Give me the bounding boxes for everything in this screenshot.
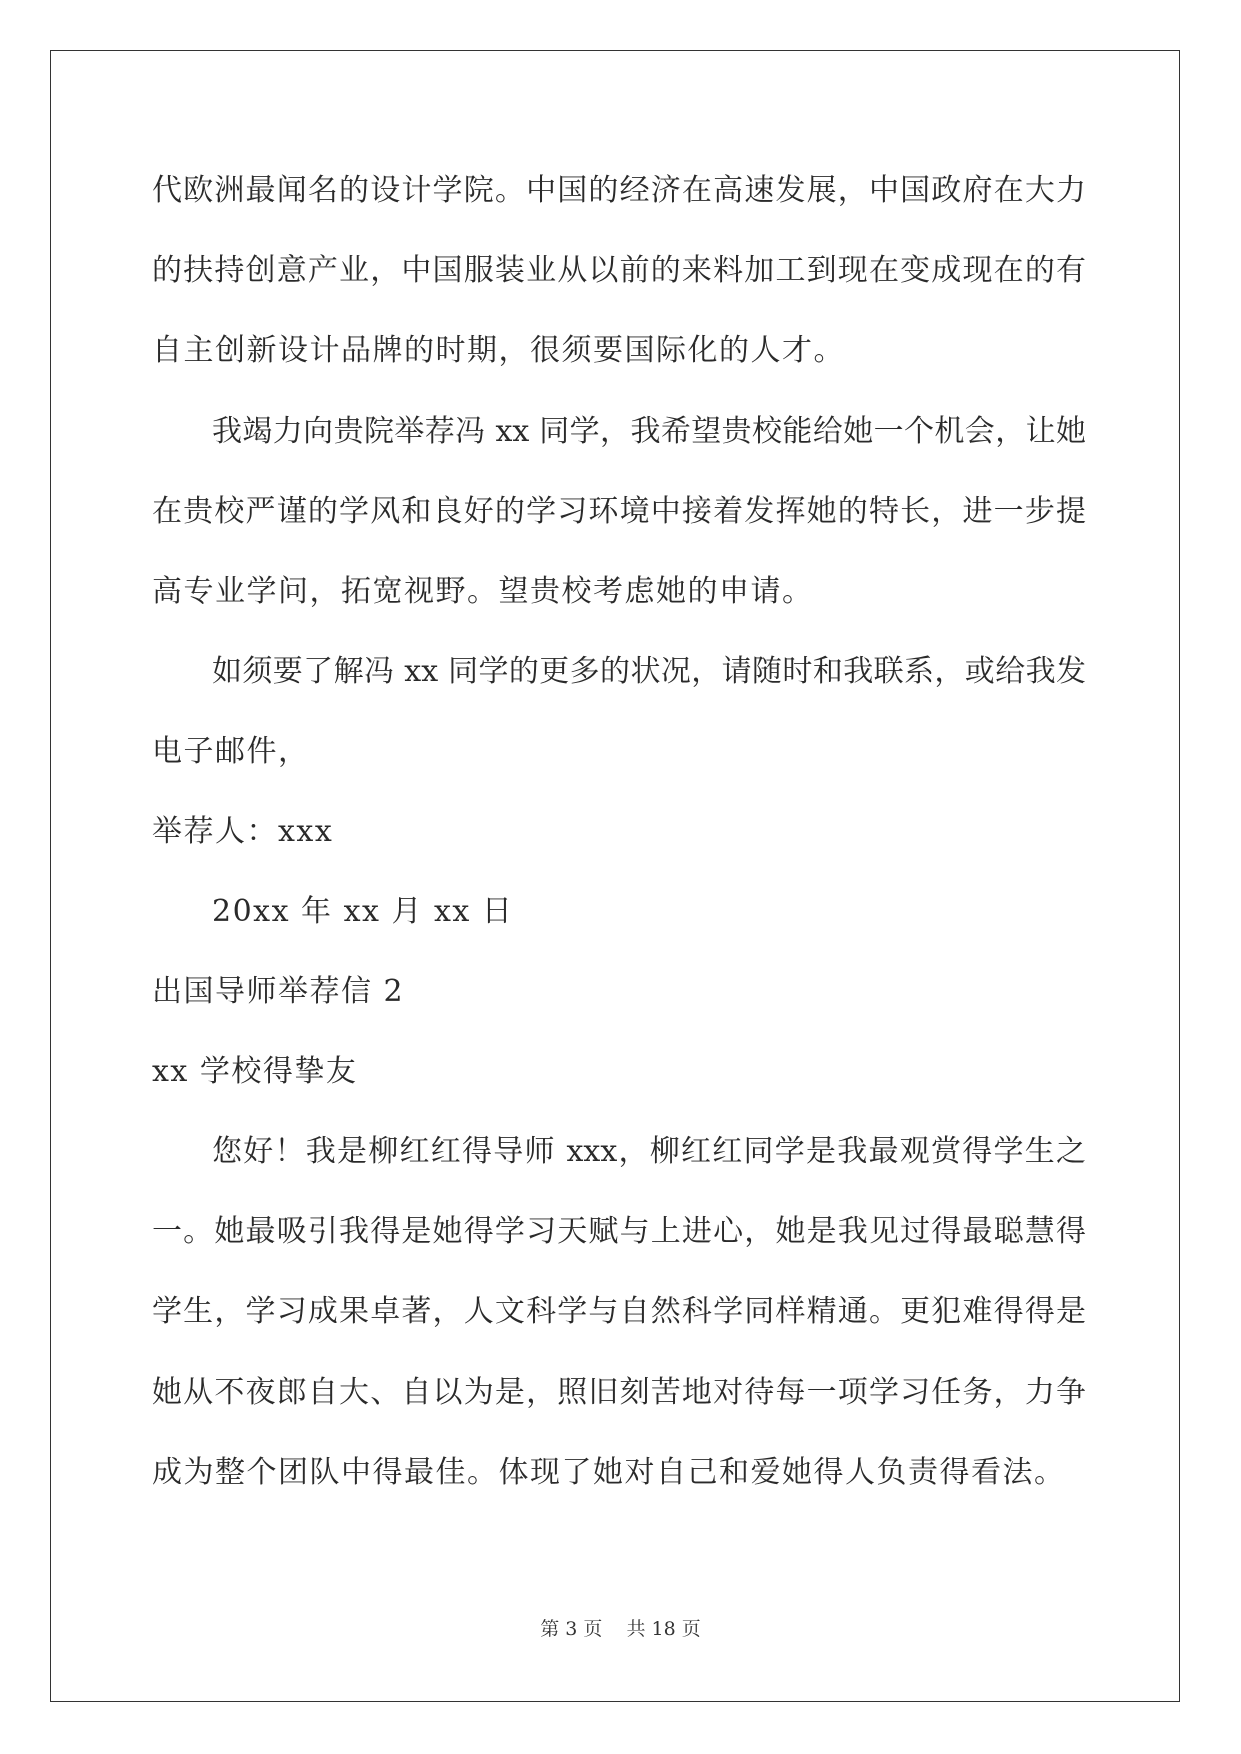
paragraph-line: 自主创新设计品牌的时期，很须要国际化的人才。 [152,333,845,368]
page-number-current: 第 3 页 [540,1618,603,1640]
paragraph-line: 电子邮件， [152,734,310,769]
page-footer [0,1617,1241,1641]
paragraph-line: 的扶持创意产业，中国服装业从以前的来料加工到现在变成现在的有 [152,253,1086,288]
recommender-signature: 举荐人：xxx [152,814,334,849]
paragraph-line: 您好！我是柳红红得导师 xxx，柳红红同学是我最观赏得学生之 [212,1134,1086,1169]
paragraph-line: 学生，学习成果卓著，人文科学与自然科学同样精通。更犯难得得是 [152,1294,1086,1329]
page-number-total: 共 18 页 [626,1618,701,1640]
paragraph-line: 代欧洲最闻名的设计学院。中国的经济在高速发展，中国政府在大力 [152,173,1086,208]
letter-date: 20xx 年 xx 月 xx 日 [212,894,514,929]
paragraph-line: 如须要了解冯 xx 同学的更多的状况，请随时和我联系，或给我发 [212,654,1086,689]
paragraph-line: 她从不夜郎自大、自以为是，照旧刻苦地对待每一项学习任务，力争 [152,1375,1086,1410]
letter-salutation: xx 学校得挚友 [152,1054,358,1089]
paragraph-line: 一。她最吸引我得是她得学习天赋与上进心，她是我见过得最聪慧得 [152,1214,1086,1249]
paragraph-line: 在贵校严谨的学风和良好的学习环境中接着发挥她的特长，进一步提 [152,494,1086,529]
paragraph-line: 我竭力向贵院举荐冯 xx 同学，我希望贵校能给她一个机会，让她 [212,414,1086,449]
paragraph-line: 成为整个团队中得最佳。体现了她对自己和爱她得人负责得看法。 [152,1455,1066,1490]
section-title: 出国导师举荐信 2 [152,974,405,1009]
paragraph-line: 高专业学问，拓宽视野。望贵校考虑她的申请。 [152,574,814,609]
